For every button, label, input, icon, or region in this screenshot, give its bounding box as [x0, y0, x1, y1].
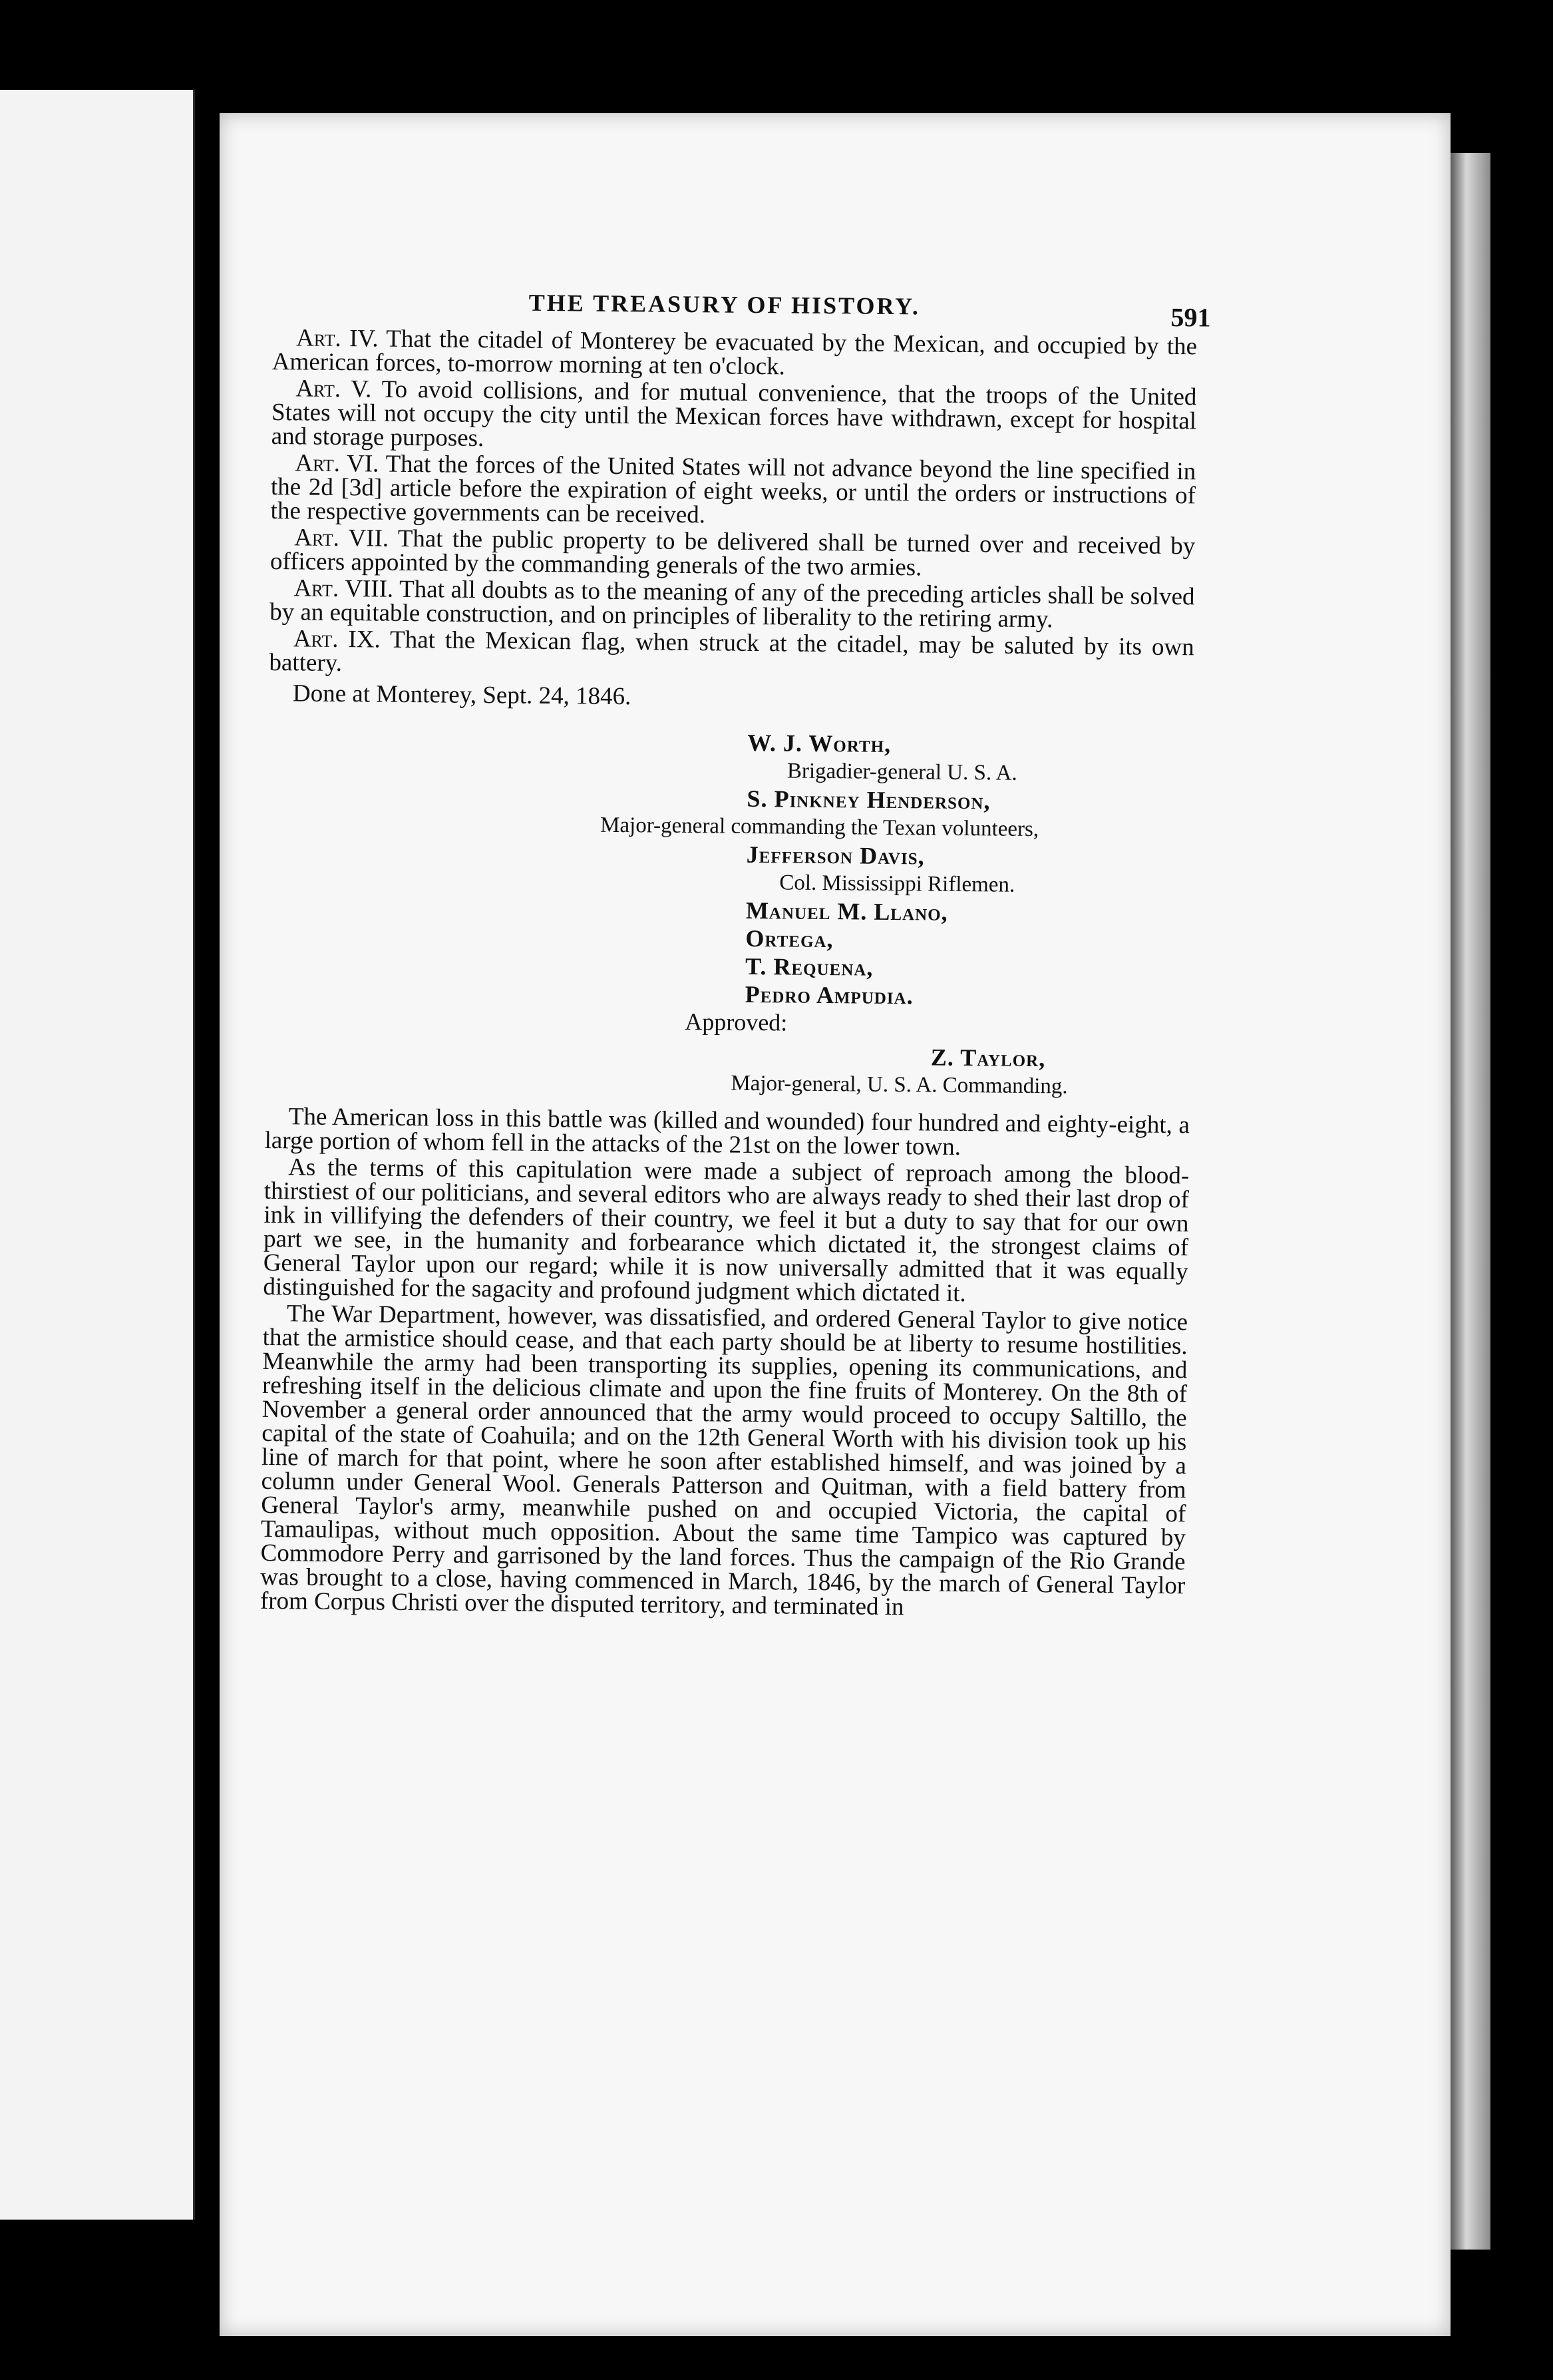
article-text: That all doubts as to the meaning of any of the preceding articles shall be solved by an equitable construction, and on principles of liberality to the retiring army.: [269, 575, 1195, 634]
article-label: Art. VIII.: [293, 574, 394, 603]
article-label: Art. IX.: [293, 625, 381, 654]
done-line: Done at Monterey, Sept. 24, 1846.: [292, 680, 631, 711]
article-label: Art. IV.: [295, 324, 379, 353]
signature-name: S. Pinkney Henderson,: [747, 785, 991, 815]
page-content: [259, 280, 1211, 1625]
article-label: Art. VI.: [295, 449, 379, 478]
article-paragraph: [271, 377, 1197, 457]
approver-title: Major-general, U. S. A. Commanding.: [731, 1071, 1068, 1099]
signature-name: Jefferson Davis,: [746, 841, 925, 870]
article-paragraph: [270, 451, 1196, 532]
article-paragraph: [270, 526, 1196, 582]
signature-title: Major-general commanding the Texan volunteers,: [600, 813, 1039, 842]
article-label: Art. VII.: [294, 524, 389, 552]
article-text: That the Mexican flag, when struck at the citadel, may be saluted by its own battery.: [269, 626, 1194, 678]
running-title: THE TREASURY OF HISTORY.: [528, 289, 921, 320]
facing-page-edge: [0, 90, 195, 2220]
page-number: 591: [1170, 301, 1211, 333]
article-paragraph: [272, 326, 1198, 383]
approved-label: Approved:: [685, 1008, 788, 1036]
signature-name: Manuel M. Llano,: [745, 896, 948, 926]
article-paragraph: [269, 576, 1195, 633]
signature-title: Col. Mississippi Riflemen.: [779, 871, 1015, 897]
article-text: That the citadel of Monterey be evacuated by the Mexican, and occupied by the American forces, to-morrow morning at ten o'clock.: [271, 325, 1198, 381]
article-label: Art. V.: [295, 375, 372, 403]
article-paragraph: [269, 627, 1194, 684]
signature-name: W. J. Worth,: [747, 729, 892, 757]
signature-name: T. Requena,: [745, 952, 874, 981]
body-paragraph: The American loss in this battle was (killed and wounded) four hundred and eighty-eight, a large portion of whom fell in the attacks of the 21st on the lower town.: [264, 1103, 1190, 1161]
article-text: That the public property to be delivered shall be turned over and received by officers appointed by the commanding generals of the two armies.: [269, 524, 1196, 582]
book-fore-edge: [1451, 153, 1490, 2250]
signature-title: Brigadier-general U. S. A.: [786, 759, 1017, 785]
running-head: [272, 280, 1211, 335]
article-text: That the forces of the United States will not advance beyond the line specified in the 2d [3d] article before the expiration of eight weeks, or until the orders or instructions of the respective governments can be received.: [270, 450, 1196, 529]
body-paragraph: The War Department, however, was dissatisfied, and ordered General Taylor to give notice that the armistice should cease, and that each party should be at liberty to resume hostilities. Meanwhile the army had been transporting its supplies, opening its communications, and refreshing itself in the delicious climate and upon the fine fruits of Monterey. On the 8th of November a general order announced that the army would proceed to occupy Saltillo, the capital of the state of Coahuila; and on the 12th General Worth with his division took up his line of march for that point, where he soon after established himself, and was joined by a column under General Wool. Generals Patterson and Quitman, with a field battery from General Taylor's army, meanwhile pushed on and occupied Victoria, the capital of Tamaulipas, without much opposition. About the same time Tampico was captured by Commodore Perry and garrisoned by the land forces. Thus the campaign of the Rio Grande was brought to a close, having commenced in March, 1846, by the march of General Taylor from Corpus Christi over the disputed territory, and terminated in: [259, 1300, 1188, 1621]
article-text: To avoid collisions, and for mutual convenience, that the troops of the United States will not occupy the city until the Mexican forces have withdrawn, except for hospital and storage purposes.: [271, 375, 1197, 453]
signature-name: Pedro Ampudia.: [745, 980, 914, 1010]
approver-name: Z. Taylor,: [930, 1044, 1046, 1072]
signature-name: Ortega,: [745, 924, 834, 953]
body-paragraph: As the terms of this capitulation were made a subject of reproach among the blood-thirstiest of our politicians, and several editors who are always ready to shed their last drop of ink in villifying the defenders of their country, we feel it but a duty to say that for our own part we see, in the humanity and forbearance which dictated it, the strongest claims of General Taylor upon our regard; while it is now universally admitted that it was equally distinguished for the sagacity and profound judgment which dictated it.: [263, 1153, 1190, 1308]
